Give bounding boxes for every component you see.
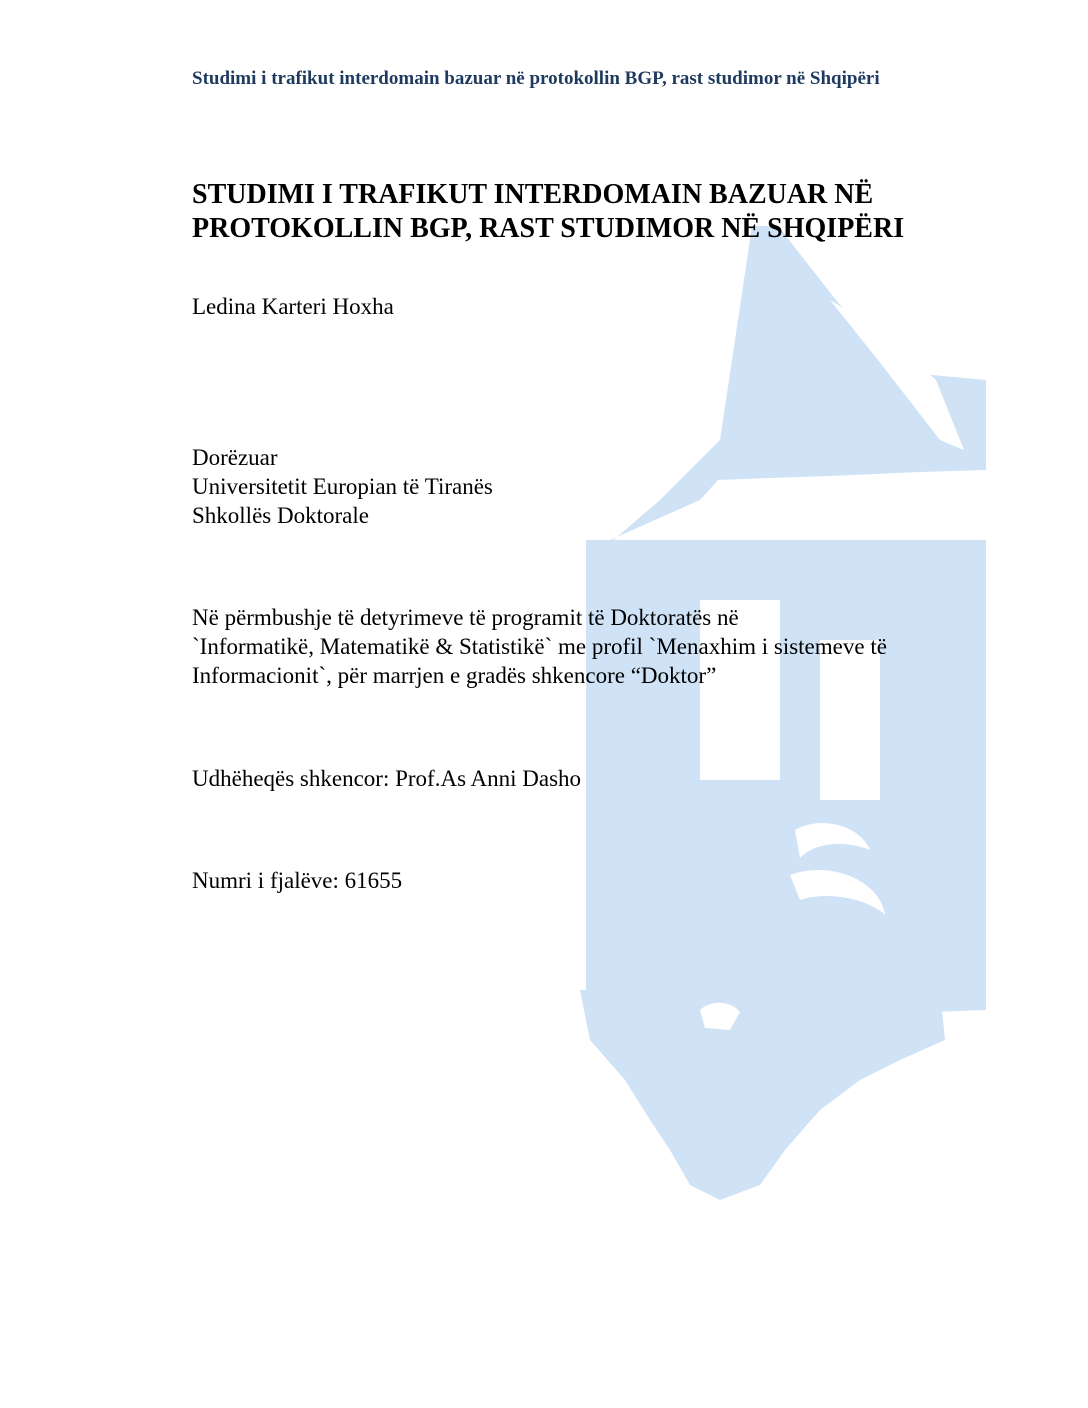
submission-line: Dorëzuar <box>192 445 278 470</box>
document-title <box>192 178 992 246</box>
submission-block <box>192 443 493 530</box>
word-count: Numri i fjalëve: 61655 <box>192 868 403 893</box>
submission-line: Shkollës Doktorale <box>192 503 369 528</box>
running-header: Studimi i trafikut interdomain bazuar në protokollin BGP, rast studimor në Shqipëri <box>192 68 880 89</box>
document-title-line: STUDIMI I TRAFIKUT INTERDOMAIN BAZUAR NË <box>192 179 874 210</box>
supervisor-line: Udhëheqës shkencor: Prof.As Anni Dasho <box>192 766 582 791</box>
fulfillment-line: `Informatikë, Matematikë & Statistikë` me profil `Menaxhim i sistemeve të <box>192 634 887 659</box>
author-name: Ledina Karteri Hoxha <box>192 294 394 319</box>
fulfillment-line: Në përmbushje të detyrimeve të programit të Doktoratës në <box>192 605 739 630</box>
document-title-line: PROTOKOLLIN BGP, RAST STUDIMOR NË SHQIPËRI <box>192 213 905 244</box>
fulfillment-line: Informacionit`, për marrjen e gradës shkencore “Doktor” <box>192 663 717 688</box>
fulfillment-statement <box>192 603 992 690</box>
submission-line: Universitetit Europian të Tiranës <box>192 474 493 499</box>
